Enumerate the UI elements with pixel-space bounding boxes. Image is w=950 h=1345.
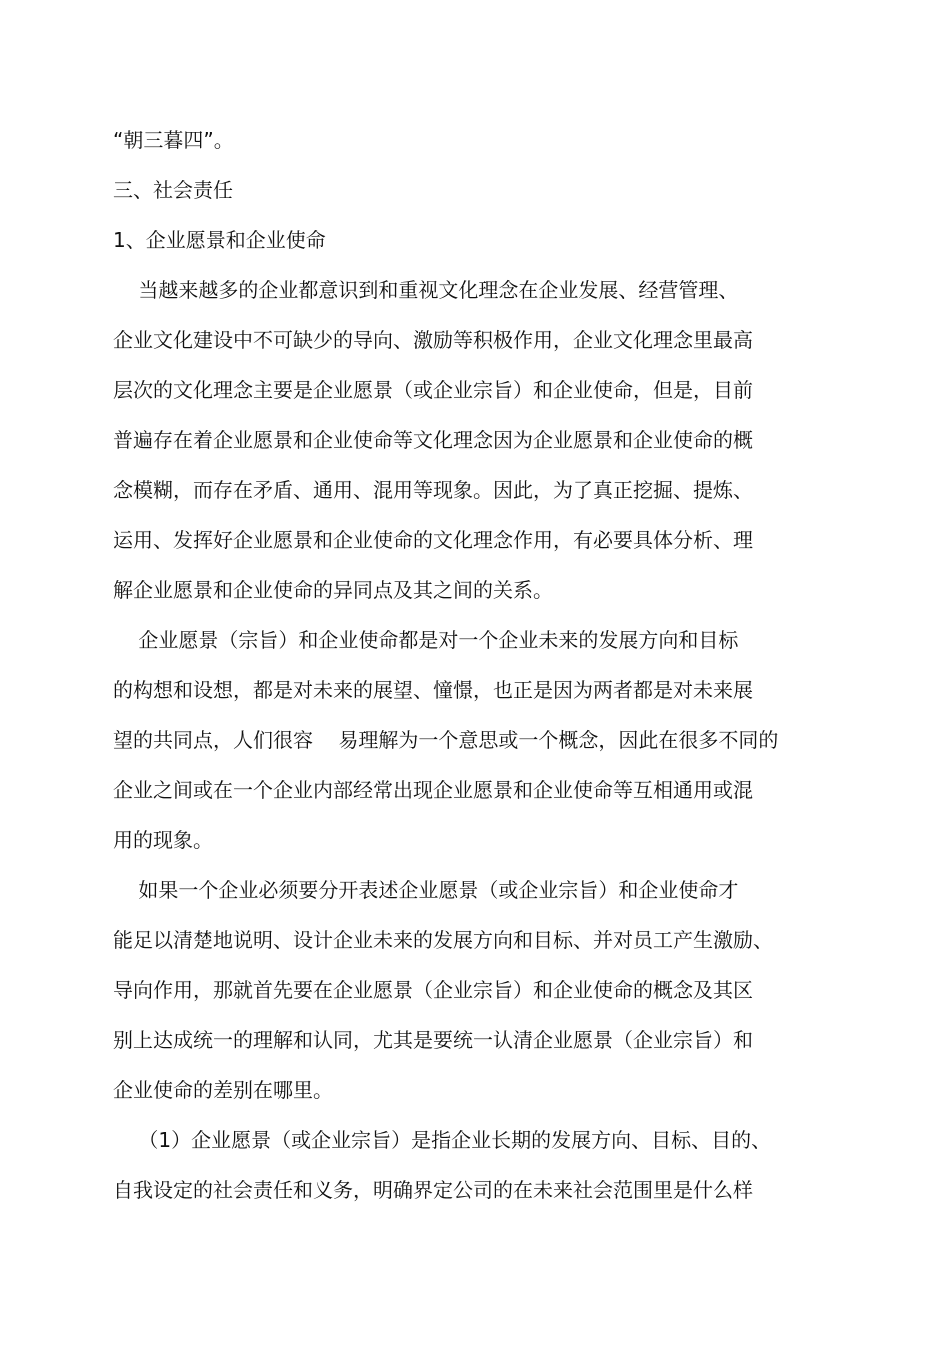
text-line-7: 普遍存在着企业愿景和企业使命等文化理念因为企业愿景和企业使命的概 xyxy=(113,428,753,452)
text-line-20: 企业使命的差别在哪里。 xyxy=(113,1078,333,1102)
text-line-1: “朝三暮四”。 xyxy=(113,128,234,152)
text-line-21: （1）企业愿景（或企业宗旨）是指企业长期的发展方向、目标、目的、 xyxy=(113,1128,772,1152)
text-line-8: 念模糊，而存在矛盾、通用、混用等现象。因此，为了真正挖掘、提炼、 xyxy=(113,478,753,502)
text-line-15: 用的现象。 xyxy=(113,828,213,852)
text-line-4: 当越来越多的企业都意识到和重视文化理念在企业发展、经营管理、 xyxy=(113,278,739,302)
text-line-14: 企业之间或在一个企业内部经常出现企业愿景和企业使命等互相通用或混 xyxy=(113,778,753,802)
text-line-19: 别上达成统一的理解和认同，尤其是要统一认清企业愿景（企业宗旨）和 xyxy=(113,1028,753,1052)
text-line-16: 如果一个企业必须要分开表述企业愿景（或企业宗旨）和企业使命才 xyxy=(113,878,739,902)
text-line-6: 层次的文化理念主要是企业愿景（或企业宗旨）和企业使命，但是，目前 xyxy=(113,378,753,402)
text-line-18: 导向作用，那就首先要在企业愿景（企业宗旨）和企业使命的概念及其区 xyxy=(113,978,753,1002)
text-line-17: 能足以清楚地说明、设计企业未来的发展方向和目标、并对员工产生激励、 xyxy=(113,928,773,952)
subsection-heading: 1、企业愿景和企业使命 xyxy=(113,228,326,252)
text-line-12: 的构想和设想，都是对未来的展望、憧憬，也正是因为两者都是对未来展 xyxy=(113,678,753,702)
text-line-5: 企业文化建设中不可缺少的导向、激励等积极作用，企业文化理念里最高 xyxy=(113,328,753,352)
section-heading: 三、社会责任 xyxy=(113,178,233,202)
text-line-22: 自我设定的社会责任和义务，明确界定公司的在未来社会范围里是什么样 xyxy=(113,1178,753,1202)
text-line-11: 企业愿景（宗旨）和企业使命都是对一个企业未来的发展方向和目标 xyxy=(113,628,739,652)
text-line-13: 望的共同点，人们很容 易理解为一个意思或一个概念，因此在很多不同的 xyxy=(113,728,779,752)
text-line-10: 解企业愿景和企业使命的异同点及其之间的关系。 xyxy=(113,578,553,602)
text-line-9: 运用、发挥好企业愿景和企业使命的文化理念作用，有必要具体分析、理 xyxy=(113,528,753,552)
